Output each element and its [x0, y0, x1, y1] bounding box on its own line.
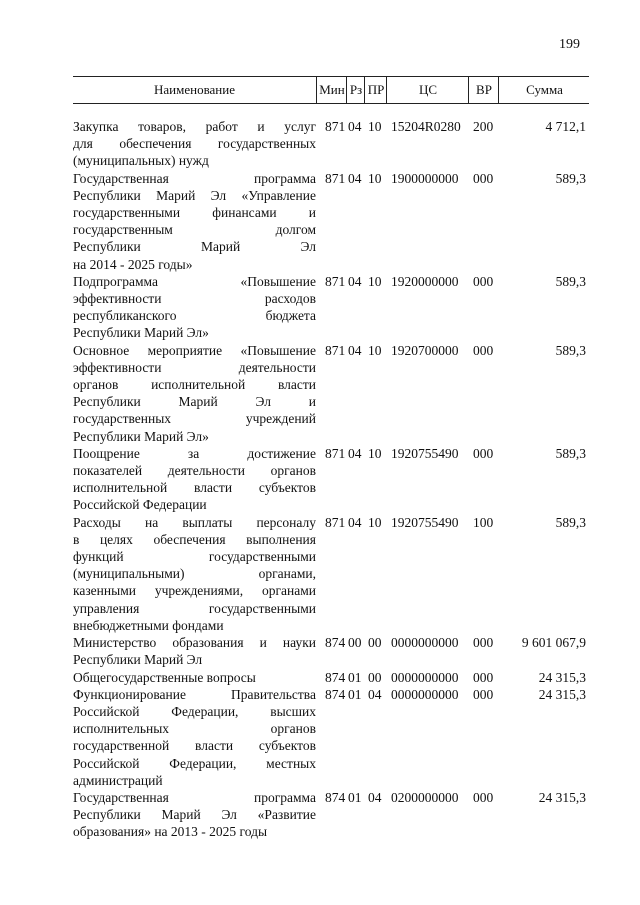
header-vr: ВР: [468, 77, 499, 103]
cell-vr: 200: [473, 119, 494, 134]
row-name-line: органов исполнительной власти: [73, 377, 316, 393]
cell-min: 871: [325, 119, 346, 134]
cell-rz: 04: [348, 514, 362, 530]
table-row: [73, 634, 589, 668]
cell-vr: 100: [473, 514, 494, 530]
cell-pr: 10: [368, 273, 382, 289]
row-name-line: Республики Марий Эл: [73, 652, 203, 668]
row-name-line: Республики Марий Эл «Развитие: [73, 807, 316, 823]
cell-pr: 10: [368, 170, 382, 186]
cell-cs: 1920755490: [391, 514, 459, 530]
header-cs: ЦС: [386, 77, 469, 103]
row-name-line: (муниципальными) органами,: [73, 566, 316, 582]
budget-table: [73, 76, 589, 841]
cell-sum: 4 712,1: [545, 119, 586, 134]
cell-vr: 000: [473, 789, 494, 805]
row-name: [73, 514, 316, 634]
table-row: [73, 789, 589, 841]
row-name-line: Российской Федерации: [73, 497, 207, 513]
cell-sum: 589,3: [555, 342, 586, 358]
cell-pr: 04: [368, 686, 382, 702]
row-name-line: администраций: [73, 772, 163, 788]
cell-cs: 1920700000: [391, 342, 459, 358]
cell-min: 871: [325, 445, 346, 461]
cell-rz: 04: [348, 342, 362, 358]
row-name: [73, 634, 316, 668]
row-name: [73, 273, 316, 342]
header-rz: Рз: [346, 77, 365, 103]
cell-vr: 000: [473, 635, 494, 651]
header-min: Мин: [316, 77, 347, 103]
cell-sum: 589,3: [555, 514, 586, 530]
cell-cs: 1920000000: [391, 273, 459, 289]
cell-min: 871: [325, 273, 346, 289]
header-name: Наименование: [154, 82, 235, 97]
cell-cs: 1900000000: [391, 170, 459, 186]
cell-pr: 10: [368, 514, 382, 530]
row-name-line: функций государственными: [73, 549, 316, 565]
table-row: [73, 118, 589, 170]
table-row: [73, 669, 589, 686]
row-name: [73, 669, 316, 686]
row-name-line: Общегосударственные вопросы: [73, 669, 256, 685]
cell-rz: 04: [348, 445, 362, 461]
row-name-line: в целях обеспечения выполнения: [73, 531, 316, 547]
cell-rz: 01: [348, 789, 362, 805]
row-name-line: государственных учреждений: [73, 411, 316, 427]
cell-vr: 000: [473, 686, 494, 702]
table-body: [73, 118, 589, 841]
cell-min: 871: [325, 514, 346, 530]
cell-rz: 04: [348, 170, 362, 186]
row-name-line: республиканского бюджета: [73, 308, 316, 324]
header-sum: Сумма: [498, 77, 590, 103]
row-name: [73, 118, 316, 170]
row-name-line: Республики Марий Эл «Управление: [73, 187, 316, 203]
cell-rz: 00: [348, 635, 362, 651]
row-name-line: государственной власти субъектов: [73, 738, 316, 754]
cell-cs: 15204R0280: [391, 119, 461, 134]
row-name-line: для обеспечения государственных: [73, 136, 316, 152]
cell-sum: 589,3: [555, 445, 586, 461]
row-name-line: Основное мероприятие «Повышение: [73, 342, 316, 358]
cell-cs: 0200000000: [391, 789, 459, 805]
row-name-line: Республики Марий Эл»: [73, 428, 209, 444]
row-name-line: Республики Марий Эл»: [73, 325, 209, 341]
cell-cs: 0000000000: [391, 686, 459, 702]
row-name: [73, 342, 316, 445]
cell-rz: 01: [348, 686, 362, 702]
cell-rz: 01: [348, 669, 362, 685]
cell-rz: 04: [348, 273, 362, 289]
cell-vr: 000: [473, 170, 494, 186]
table-header: [73, 76, 589, 104]
cell-sum: 24 315,3: [538, 669, 586, 685]
cell-vr: 000: [473, 342, 494, 358]
cell-pr: 00: [368, 669, 382, 685]
cell-rz: 04: [348, 119, 362, 134]
row-name: [73, 686, 316, 789]
row-name-line: Государственная программа: [73, 789, 316, 805]
cell-vr: 000: [473, 273, 494, 289]
row-name-line: Российской Федерации, местных: [73, 755, 316, 771]
header-pr: ПР: [364, 77, 387, 103]
cell-min: 874: [325, 686, 346, 702]
row-name-line: Республики Марий Эл и: [73, 394, 316, 410]
row-name-line: образования» на 2013 - 2025 годы: [73, 824, 268, 840]
row-name: [73, 170, 316, 273]
row-name-line: показателей деятельности органов: [73, 463, 316, 479]
row-name-line: государственным долгом: [73, 222, 316, 238]
row-name: [73, 445, 316, 514]
cell-sum: 9 601 067,9: [521, 635, 586, 651]
row-name-line: эффективности расходов: [73, 291, 316, 307]
cell-pr: 10: [368, 445, 382, 461]
row-name-line: Расходы на выплаты персоналу: [73, 514, 316, 530]
cell-sum: 24 315,3: [538, 686, 586, 702]
cell-cs: 0000000000: [391, 635, 459, 651]
cell-sum: 589,3: [555, 273, 586, 289]
page-number: 199: [559, 37, 580, 52]
row-name-line: Поощрение за достижение: [73, 445, 316, 461]
table-row: [73, 342, 589, 445]
row-name-line: исполнительной власти субъектов: [73, 480, 316, 496]
cell-min: 871: [325, 170, 346, 186]
row-name: [73, 789, 316, 841]
row-name-line: Республики Марий Эл: [73, 239, 316, 255]
row-name-line: управления государственными: [73, 600, 316, 616]
row-name-line: Подпрограмма «Повышение: [73, 273, 316, 289]
cell-min: 874: [325, 789, 346, 805]
cell-pr: 00: [368, 635, 382, 651]
row-name-line: Функционирование Правительства: [73, 686, 316, 702]
row-name-line: Закупка товаров, работ и услуг: [73, 119, 316, 134]
row-name-line: Российской Федерации, высших: [73, 703, 316, 719]
table-row: [73, 686, 589, 789]
table-row: [73, 445, 589, 514]
row-name-line: внебюджетными фондами: [73, 617, 224, 633]
row-name-line: эффективности деятельности: [73, 359, 316, 375]
cell-pr: 04: [368, 789, 382, 805]
cell-pr: 10: [368, 342, 382, 358]
cell-min: 874: [325, 635, 346, 651]
cell-vr: 000: [473, 445, 494, 461]
row-name-line: (муниципальных) нужд: [73, 153, 209, 169]
row-name-line: Министерство образования и науки: [73, 635, 316, 651]
table-row: [73, 514, 589, 634]
cell-vr: 000: [473, 669, 494, 685]
row-name-line: государственными финансами и: [73, 205, 316, 221]
cell-min: 871: [325, 342, 346, 358]
cell-cs: 0000000000: [391, 669, 459, 685]
table-row: [73, 273, 589, 342]
row-name-line: исполнительных органов: [73, 721, 316, 737]
row-name-line: на 2014 - 2025 годы»: [73, 256, 193, 272]
row-name-line: Государственная программа: [73, 170, 316, 186]
cell-pr: 10: [368, 119, 382, 134]
cell-min: 874: [325, 669, 346, 685]
cell-cs: 1920755490: [391, 445, 459, 461]
row-name-line: казенными учреждениями, органами: [73, 583, 316, 599]
cell-sum: 589,3: [555, 170, 586, 186]
table-row: [73, 170, 589, 273]
cell-sum: 24 315,3: [538, 789, 586, 805]
